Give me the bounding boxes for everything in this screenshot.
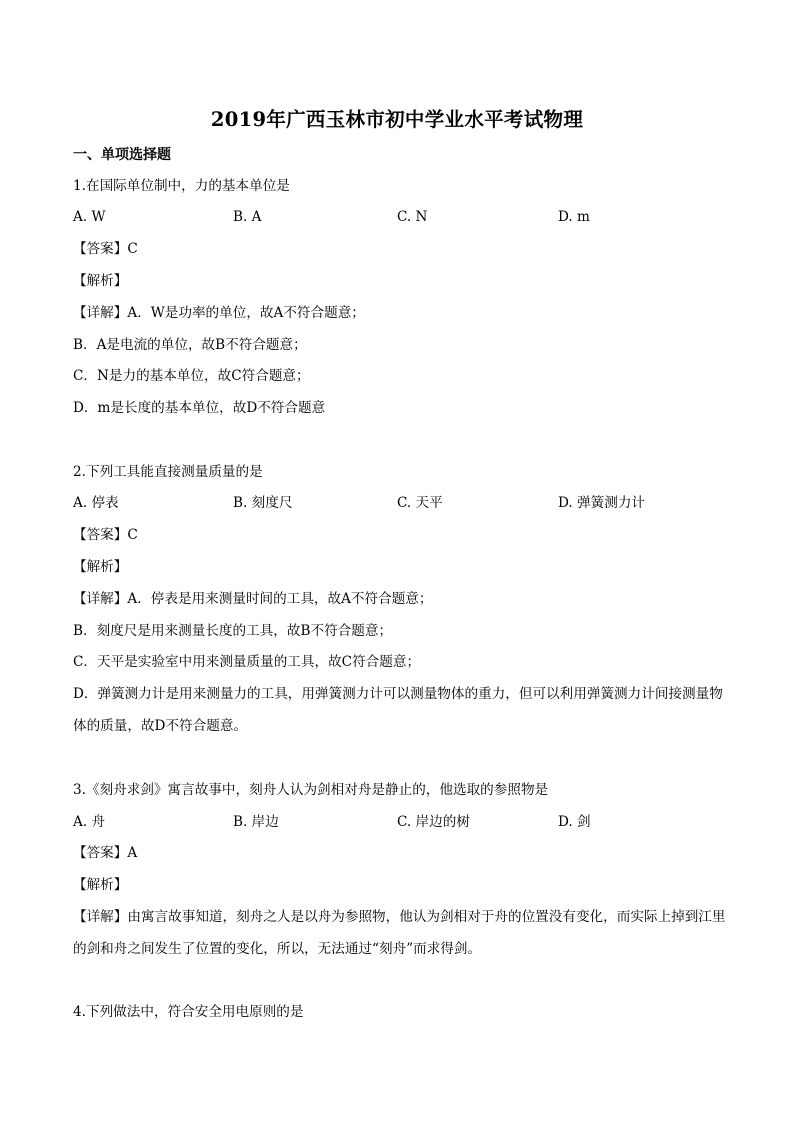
question-2-stem: 2.下列工具能直接测量质量的是 <box>73 464 263 480</box>
question-2-option-d: D. 弹簧测力计 <box>558 495 646 511</box>
question-3-answer: 【答案】A <box>73 845 138 861</box>
question-2-detail: B．刻度尺是用来测量长度的工具，故B不符合题意； <box>73 623 393 639</box>
question-2-options <box>73 493 733 513</box>
question-1-options <box>73 207 733 227</box>
question-3-option-c: C. 岸边的树 <box>397 814 470 830</box>
question-3-option-d: D. 剑 <box>558 814 591 830</box>
page-title: 2019年广西玉林市初中学业水平考试物理 <box>210 108 584 131</box>
question-2-detail: C．天平是实验室中用来测量质量的工具，故C符合题意； <box>73 654 421 670</box>
question-1-detail: C．N是力的基本单位，故C符合题意； <box>73 368 310 384</box>
question-3-detail: 【详解】由寓言故事知道，刻舟之人是以舟为参照物，他认为剑相对于舟的位置没有变化，而实际上掉到江里的剑和舟之间发生了位置的变化，所以，无法通过“刻舟”而求得剑。 <box>73 909 726 957</box>
question-1-detail: D．m是长度的基本单位，故D不符合题意 <box>73 400 326 416</box>
question-2-option-c: C. 天平 <box>397 495 443 511</box>
question-1-option-b: B. A <box>233 209 262 225</box>
question-2-answer: 【答案】C <box>73 527 138 543</box>
question-3-option-a: A. 舟 <box>73 814 106 830</box>
question-4-stem: 4.下列做法中，符合安全用电原则的是 <box>73 1004 304 1020</box>
question-1-detail: B．A是电流的单位，故B不符合题意； <box>73 337 307 353</box>
question-2-analysis: 【解析】 <box>73 559 128 575</box>
question-3-analysis: 【解析】 <box>73 877 128 893</box>
question-3-option-b: B. 岸边 <box>233 814 279 830</box>
question-1-stem: 1.在国际单位制中，力的基本单位是 <box>73 178 290 194</box>
question-3-options <box>73 812 733 832</box>
question-3-stem: 3.《刻舟求剑》寓言故事中，刻舟人认为剑相对舟是静止的，他选取的参照物是 <box>73 782 549 798</box>
question-2-option-a: A. 停表 <box>73 495 119 511</box>
question-1-detail: 【详解】A．W是功率的单位，故A不符合题意； <box>73 305 365 321</box>
section-heading: 一、单项选择题 <box>73 147 171 163</box>
question-1-option-d: D. m <box>558 209 590 225</box>
question-1-answer: 【答案】C <box>73 241 138 257</box>
question-2-detail: D．弹簧测力计是用来测量力的工具，用弹簧测力计可以测量物体的重力，但可以利用弹簧测力计间接测量物体的质量，故D不符合题意。 <box>73 686 723 734</box>
question-2-detail: 【详解】A．停表是用来测量时间的工具，故A不符合题意； <box>73 591 433 607</box>
question-2-option-b: B. 刻度尺 <box>233 495 293 511</box>
question-1-option-c: C. N <box>397 209 428 225</box>
question-1-analysis: 【解析】 <box>73 273 128 289</box>
question-1-option-a: A. W <box>73 209 106 225</box>
